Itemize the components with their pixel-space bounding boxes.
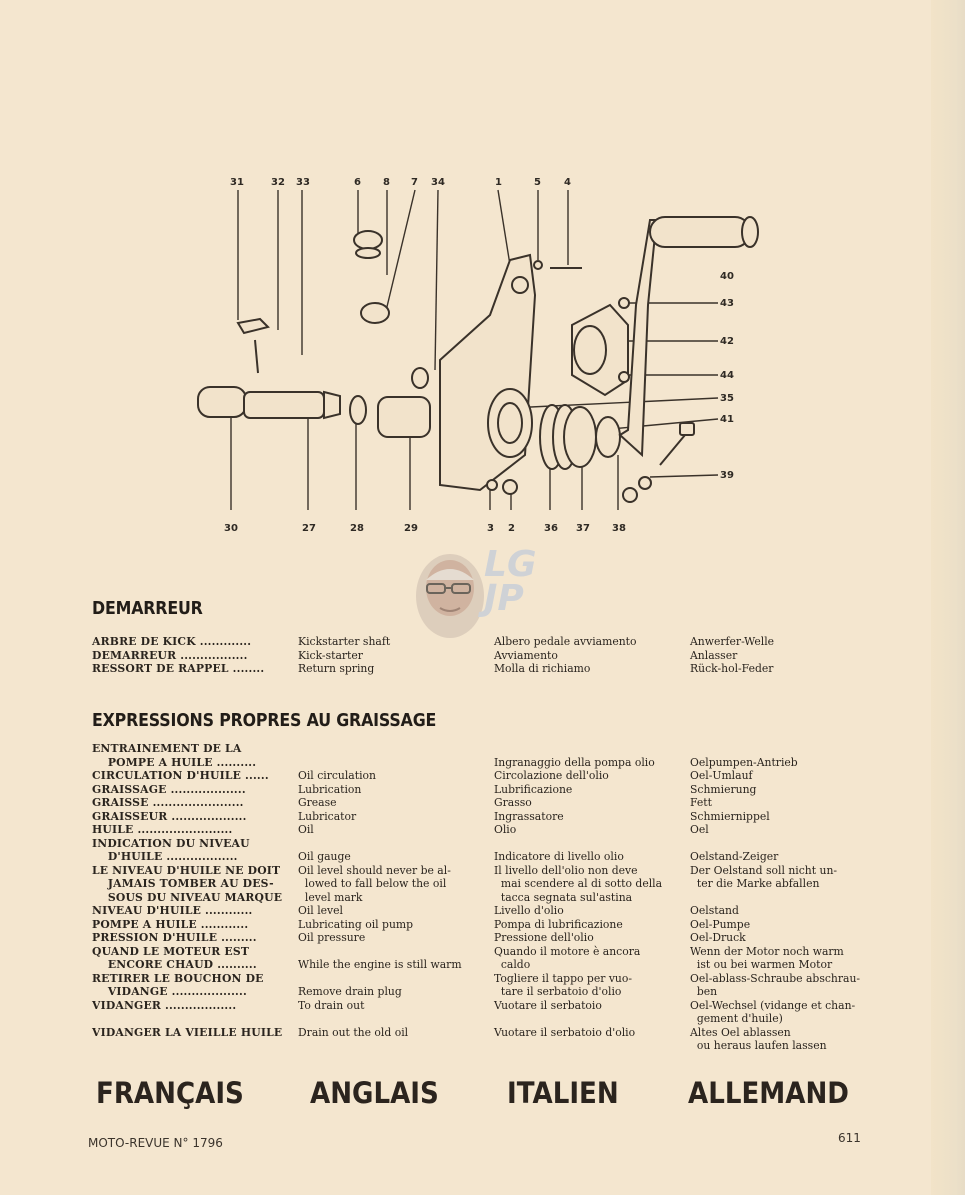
graissage-row-4-fr: GRAISSEUR ................... <box>92 809 247 823</box>
callout-1: 1 <box>495 177 502 188</box>
graissage-row-14-en: Drain out the old oil <box>298 1025 409 1039</box>
graissage-row-5-de: Oel <box>690 823 709 836</box>
callout-31: 31 <box>230 177 244 188</box>
callout-29: 29 <box>404 523 418 534</box>
callout-7: 7 <box>411 177 418 188</box>
watermark-logo <box>410 544 560 648</box>
graissage-row-4-it: Ingrassatore <box>494 809 564 823</box>
callout-35: 35 <box>720 393 734 404</box>
demarreur-row-0-it: Albero pedale avviamento <box>494 635 637 648</box>
graissage-row-7-de: Der Oelstand soll nicht un- ter die Marke abfallen <box>690 863 838 890</box>
graissage-row-4-de: Schmiernippel <box>690 809 770 823</box>
section-title-graissage: EXPRESSIONS PROPRES AU GRAISSAGE <box>92 710 437 731</box>
demarreur-row-2-fr: RESSORT DE RAPPEL ........ <box>92 662 265 675</box>
graissage-row-4-en: Lubricator <box>298 809 357 823</box>
graissage-row-0-it: Ingranaggio della pompa olio <box>494 755 655 769</box>
graissage-row-0-fr: ENTRAINEMENT DE LA POMPE A HUILE .......... <box>92 742 257 769</box>
section-title-demarreur: DEMARREUR <box>92 598 203 619</box>
footer-language-english: ANGLAIS <box>310 1076 439 1110</box>
graissage-row-12-de: Oel-ablass-Schraube abschrau- ben <box>690 971 861 998</box>
callout-33: 33 <box>296 177 310 188</box>
page-edge <box>931 0 965 1195</box>
graissage-row-6-fr: INDICATION DU NIVEAU D'HUILE .................. <box>92 836 250 863</box>
graissage-row-3-de: Fett <box>690 796 712 809</box>
callout-40: 40 <box>720 271 734 282</box>
footer-language-italian: ITALIEN <box>507 1076 619 1110</box>
graissage-row-12-en: Remove drain plug <box>298 985 402 998</box>
callout-2: 2 <box>508 523 515 534</box>
demarreur-row-2-it: Molla di richiamo <box>494 662 591 675</box>
demarreur-row-1-en: Kick-starter <box>298 648 363 662</box>
callout-36: 36 <box>544 523 558 534</box>
graissage-row-12-fr: RETIRER LE BOUCHON DE VIDANGE ................... <box>92 971 264 998</box>
graissage-row-6-it: Indicatore di livello olio <box>494 850 624 863</box>
callout-27: 27 <box>302 523 316 534</box>
graissage-row-5-fr: HUILE ........................ <box>92 823 233 836</box>
graissage-row-10-it: Pressione dell'olio <box>494 931 594 944</box>
demarreur-row-2-de: Rück-hol-Feder <box>690 662 774 675</box>
graissage-row-11-de: Wenn der Motor noch warm ist ou bei warmen Motor <box>690 944 844 971</box>
callout-30: 30 <box>224 523 238 534</box>
callout-41: 41 <box>720 414 734 425</box>
graissage-row-10-en: Oil pressure <box>298 931 366 944</box>
demarreur-row-0-en: Kickstarter shaft <box>298 635 391 648</box>
graissage-row-3-en: Grease <box>298 796 337 809</box>
graissage-row-12-it: Togliere il tappo per vuo- tare il serbatoio d'olio <box>494 971 633 998</box>
demarreur-row-0-de: Anwerfer-Welle <box>690 635 775 648</box>
demarreur-row-1-it: Avviamento <box>494 648 558 662</box>
graissage-row-13-de: Oel-Wechsel (vidange et chan- gement d'huile) <box>690 998 856 1025</box>
callout-42: 42 <box>720 336 734 347</box>
graissage-row-14-fr: VIDANGER LA VIEILLE HUILE <box>92 1025 283 1039</box>
graissage-row-2-en: Lubrication <box>298 782 362 796</box>
graissage-row-10-fr: PRESSION D'HUILE ......... <box>92 931 257 944</box>
demarreur-row-1-de: Anlasser <box>690 648 738 662</box>
graissage-row-10-de: Oel-Druck <box>690 931 746 944</box>
callout-39: 39 <box>720 470 734 481</box>
demarreur-row-1-fr: DEMARREUR ................. <box>92 648 248 662</box>
graissage-row-8-it: Livello d'olio <box>494 904 564 917</box>
callout-37: 37 <box>576 523 590 534</box>
demarreur-row-0-fr: ARBRE DE KICK ............. <box>92 635 252 648</box>
graissage-row-5-it: Olio <box>494 823 517 836</box>
graissage-row-11-fr: QUAND LE MOTEUR EST ENCORE CHAUD .......... <box>92 944 257 971</box>
graissage-row-9-fr: POMPE A HUILE ............ <box>92 917 249 931</box>
watermark-text: LG JP <box>484 544 537 619</box>
portrait-icon <box>410 548 490 648</box>
graissage-row-13-it: Vuotare il serbatoio <box>494 998 602 1012</box>
graissage-row-2-de: Schmierung <box>690 782 757 796</box>
graissage-row-14-de: Altes Oel ablassen ou heraus laufen lassen <box>690 1025 827 1052</box>
graissage-row-7-it: Il livello dell'olio non deve mai scendere al di sotto della tacca segnata sul'astina <box>494 863 663 904</box>
graissage-row-6-de: Oelstand-Zeiger <box>690 850 779 863</box>
graissage-row-1-it: Circolazione dell'olio <box>494 769 609 782</box>
callout-4: 4 <box>564 177 571 188</box>
graissage-row-7-en: Oil level should never be al- lowed to fall below the oil level mark <box>298 863 451 904</box>
graissage-row-11-en: While the engine is still warm <box>298 958 462 971</box>
graissage-row-11-it: Quando il motore è ancora caldo <box>494 944 641 971</box>
graissage-row-9-en: Lubricating oil pump <box>298 917 414 931</box>
graissage-row-3-it: Grasso <box>494 796 532 809</box>
callout-6: 6 <box>354 177 361 188</box>
graissage-row-2-it: Lubrificazione <box>494 782 573 796</box>
graissage-row-9-de: Oel-Pumpe <box>690 917 751 931</box>
callout-8: 8 <box>383 177 390 188</box>
callout-5: 5 <box>534 177 541 188</box>
graissage-row-7-fr: LE NIVEAU D'HUILE NE DOIT JAMAIS TOMBER AU DES- SOUS DU NIVEAU MARQUE <box>92 863 283 904</box>
callout-44: 44 <box>720 370 734 381</box>
page-number: 611 <box>838 1131 861 1145</box>
callout-38: 38 <box>612 523 626 534</box>
graissage-row-13-en: To drain out <box>298 998 365 1012</box>
callout-28: 28 <box>350 523 364 534</box>
footer-language-german: ALLEMAND <box>688 1076 849 1110</box>
graissage-row-9-it: Pompa di lubrificazione <box>494 917 623 931</box>
graissage-row-0-de: Oelpumpen-Antrieb <box>690 755 798 769</box>
callout-32: 32 <box>271 177 285 188</box>
graissage-row-1-en: Oil circulation <box>298 769 376 782</box>
graissage-row-8-fr: NIVEAU D'HUILE ............ <box>92 904 253 917</box>
graissage-row-2-fr: GRAISSAGE ................... <box>92 782 246 796</box>
demarreur-row-2-en: Return spring <box>298 662 375 675</box>
graissage-row-1-de: Oel-Umlauf <box>690 769 753 782</box>
graissage-row-1-fr: CIRCULATION D'HUILE ...... <box>92 769 269 782</box>
graissage-row-8-en: Oil level <box>298 904 343 917</box>
graissage-row-14-it: Vuotare il serbatoio d'olio <box>494 1025 636 1039</box>
callout-3: 3 <box>487 523 494 534</box>
callout-34: 34 <box>431 177 445 188</box>
footer-language-french: FRANÇAIS <box>96 1076 244 1110</box>
graissage-row-8-de: Oelstand <box>690 904 739 917</box>
graissage-row-5-en: Oil <box>298 823 314 836</box>
graissage-row-13-fr: VIDANGER .................. <box>92 998 237 1012</box>
exploded-parts-diagram <box>180 165 780 550</box>
graissage-row-6-en: Oil gauge <box>298 850 351 863</box>
magazine-issue: MOTO-REVUE N° 1796 <box>88 1136 223 1150</box>
graissage-row-3-fr: GRAISSE ....................... <box>92 796 244 809</box>
callout-43: 43 <box>720 298 734 309</box>
